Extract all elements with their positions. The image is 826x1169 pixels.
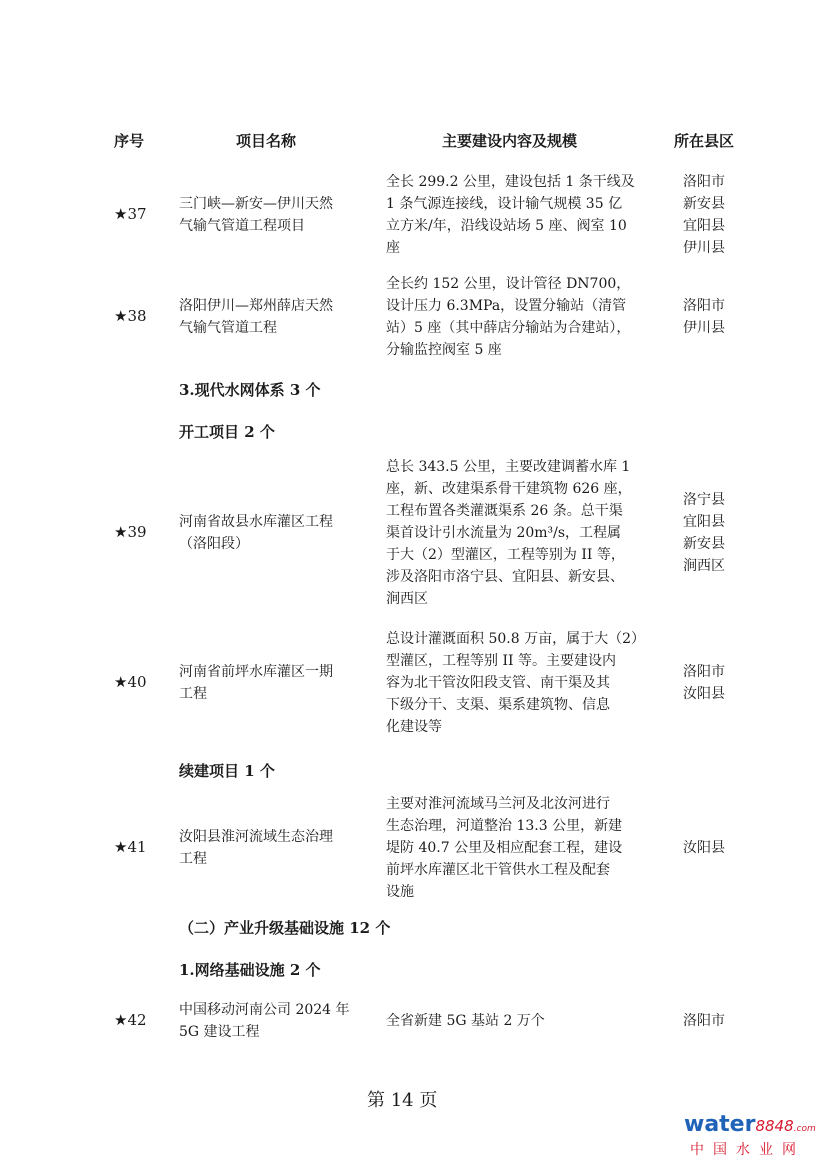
- project-name: 汝阳县淮河流域生态治理 工程: [179, 829, 333, 867]
- project-name: 三门峡—新安—伊川天然 气输气管道工程项目: [179, 196, 333, 234]
- water8848-logo: water8848.com 中国水业网: [684, 1112, 816, 1158]
- project-county: 汝阳县: [683, 840, 725, 856]
- project-content: 主要对淮河流域马兰河及北汝河进行 生态治理，河道整治 13.3 公里，新建 堤防 40.7 公里及相应配套工程，建设 前坪水库灌区北干管供水工程及配套 设施: [386, 796, 623, 900]
- page-number: 第 14 页: [367, 1090, 438, 1111]
- row-number: ★39: [114, 523, 147, 541]
- project-name: 河南省故县水库灌区工程 （洛阳段）: [179, 514, 333, 552]
- project-name: 洛阳伊川—郑州薛店天然 气输气管道工程: [179, 298, 333, 336]
- row-number: ★42: [114, 1011, 147, 1029]
- section-heading: 3.现代水网体系 3 个: [179, 381, 321, 399]
- project-name: 中国移动河南公司 2024 年 5G 建设工程: [179, 1002, 350, 1040]
- project-county: 洛宁县 宜阳县 新安县 涧西区: [683, 492, 725, 574]
- section-heading: （二）产业升级基础设施 12 个: [179, 919, 391, 937]
- project-county: 洛阳市 伊川县: [683, 298, 725, 336]
- section-subheading: 1.网络基础设施 2 个: [179, 961, 321, 979]
- header-col-content: 主要建设内容及规模: [442, 132, 578, 150]
- project-content: 全省新建 5G 基站 2 万个: [386, 1013, 545, 1029]
- section-subheading: 开工项目 2 个: [179, 423, 275, 441]
- project-content: 总长 343.5 公里，主要改建调蓄水库 1 座，新、改建渠系骨干建筑物 626 座， 工程布置各类灌溉渠系 26 条。总干渠 渠首设计引水流量为 20m³/s，工程属 于大（2）型灌区，工程等别为 II 等， 涉及洛阳市洛宁县、宜阳县、新安县、 涧西区: [386, 459, 632, 607]
- header-col-name: 项目名称: [236, 132, 297, 150]
- header-col-county: 所在县区: [674, 132, 735, 150]
- section-subheading: 续建项目 1 个: [179, 762, 275, 780]
- row-number: ★38: [114, 307, 147, 325]
- project-content: 全长约 152 公里，设计管径 DN700， 设计压力 6.3MPa，设置分输站（清管 站）5 座（其中薛店分输站为合建站）， 分输监控阀室 5 座: [386, 276, 631, 358]
- project-county: 洛阳市 汝阳县: [683, 664, 725, 702]
- row-number: ★40: [114, 673, 147, 691]
- project-content: 总设计灌溉面积 50.8 万亩，属于大（2） 型灌区，工程等别 II 等。主要建设内 容为北干管汝阳段支管、南干渠及其 下级分干、支渠、渠系建筑物、信息 化建设等: [386, 631, 645, 735]
- project-county: 洛阳市: [683, 1013, 725, 1029]
- project-content: 全长 299.2 公里，建设包括 1 条干线及 1 条气源连接线，设计输气规模 35 亿 立方米/年，沿线设站场 5 座、阀室 10 座: [386, 174, 635, 256]
- row-number: ★41: [114, 838, 147, 856]
- row-number: ★37: [114, 205, 147, 223]
- project-county: 洛阳市 新安县 宜阳县 伊川县: [683, 174, 725, 256]
- project-name: 河南省前坪水库灌区一期 工程: [179, 664, 333, 702]
- header-col-no: 序号: [114, 132, 145, 150]
